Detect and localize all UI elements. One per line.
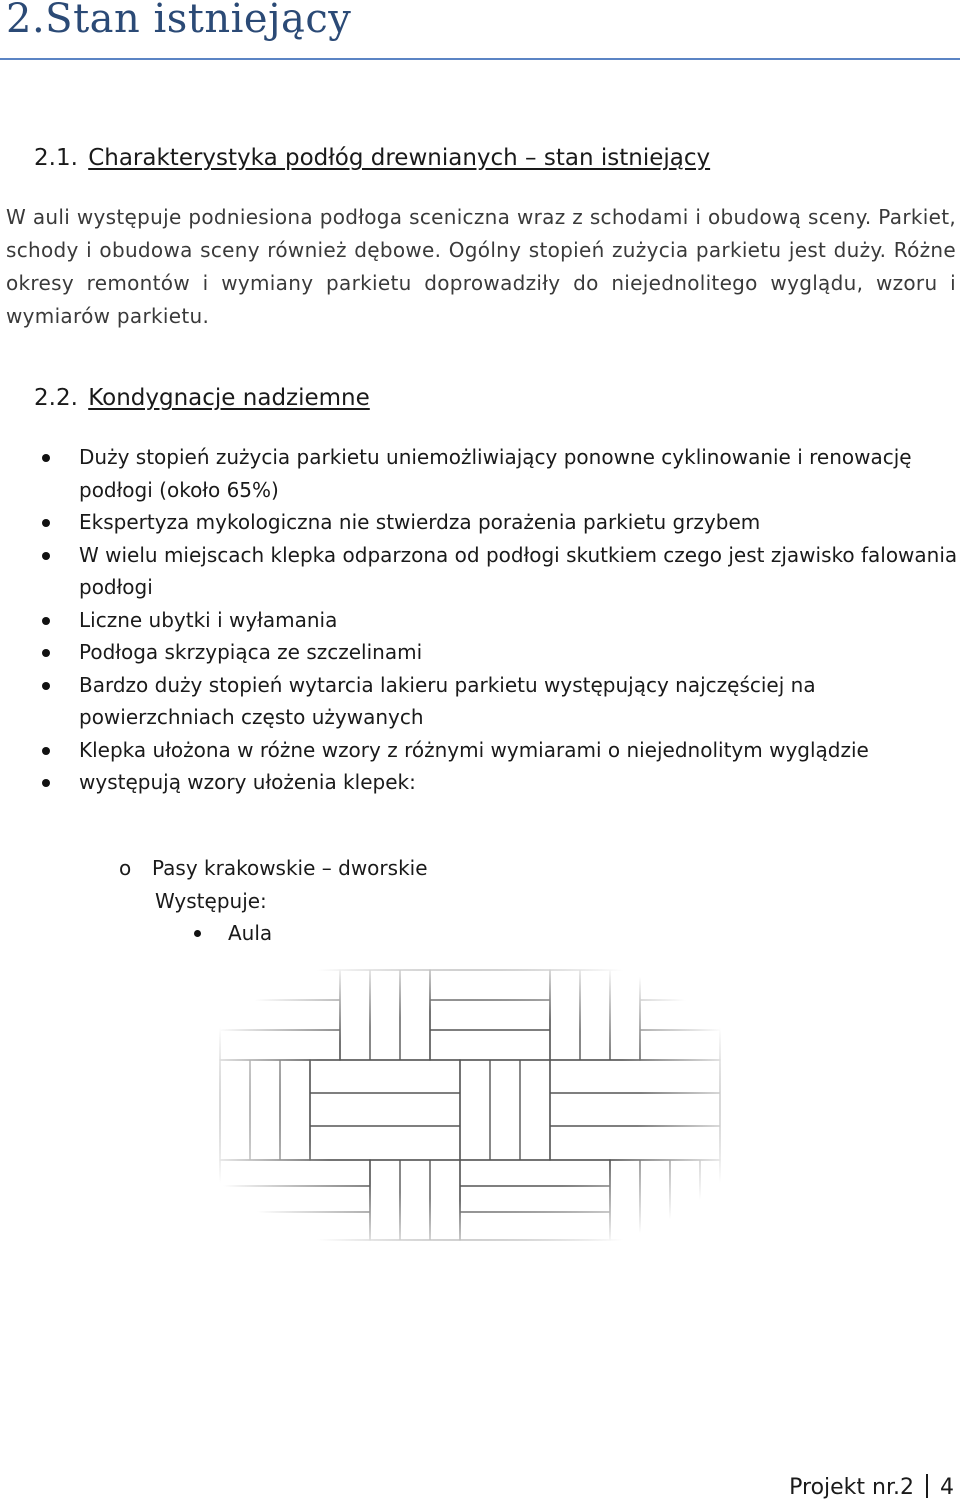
list-item [0,766,959,799]
list-item [0,539,959,604]
page-footer [789,1474,954,1500]
bullet-icon [42,747,50,755]
list-item [0,669,959,734]
list-item [0,441,959,506]
list-item [0,734,959,767]
section-title: Kondygnacje nadziemne [88,385,370,411]
list-item-text: Ekspertyza mykologiczna nie stwierdza porażenia parkietu grzybem [79,510,761,534]
bullet-icon [42,519,50,527]
list-item-text: Klepka ułożona w różne wzory z różnymi wymiarami o niejednolitym wyglądzie [79,737,869,762]
occurs-label: Występuje: [155,889,267,913]
bullet-icon [42,552,50,560]
place-name: Aula [228,921,273,945]
section-paragraph: W auli występuje podniesiona podłoga sceniczna wraz z schodami i obudową sceny. Parkiet, schody i obudowa sceny również dębowe. Ogólny stopień zużycia parkietu jest duży. Różne okresy remontów i wymiany parkietu doprowadziły do niejednolitego wyglądu, wzoru i wymiarów parkietu. [6,205,956,328]
circle-marker: o [119,856,132,880]
list-item-text: Duży stopień zużycia parkietu uniemożliwiający ponowne cyklinowanie i renowację podłogi (około 65%) [79,445,912,502]
list-item-text: występują wzory ułożenia klepek: [79,770,416,794]
list-item [0,506,959,539]
title-divider [0,58,960,60]
bullet-icon [42,682,50,690]
list-item [0,636,959,669]
bullet-icon [42,617,50,625]
pattern-name: Pasy krakowskie – dworskie [152,856,428,880]
list-item-text: Bardzo duży stopień wytarcia lakieru parkietu występujący najczęściej na powierzchniach często używanych [79,672,816,729]
list-item-text: Liczne ubytki i wyłamania [79,607,338,632]
section-heading-2-2 [34,385,370,411]
list-item-text: W wielu miejscach klepka odparzona od podłogi skutkiem czego jest zjawisko falowania podłogi [79,542,958,599]
section-number: 2.2. [34,385,78,411]
pattern-item [119,852,428,884]
list-item [0,604,959,637]
parquet-pattern-icon [210,960,730,1250]
bullet-icon [42,779,50,787]
section-number: 2.1. [34,145,78,171]
section-title: Charakterystyka podłóg drewnianych – stan istniejący [88,145,711,171]
page-number: 4 [940,1475,954,1500]
project-label: Projekt nr.2 [789,1475,914,1500]
page-title: 2.Stan istniejący [6,0,352,42]
condition-list [0,441,959,799]
occurs-place [190,917,272,949]
list-item-text: Podłoga skrzypiąca ze szczelinami [79,640,423,664]
footer-separator [926,1474,928,1498]
bullet-icon [42,649,50,657]
bullet-icon [194,930,201,937]
bullet-icon [42,454,50,462]
section-heading-2-1 [34,145,710,171]
